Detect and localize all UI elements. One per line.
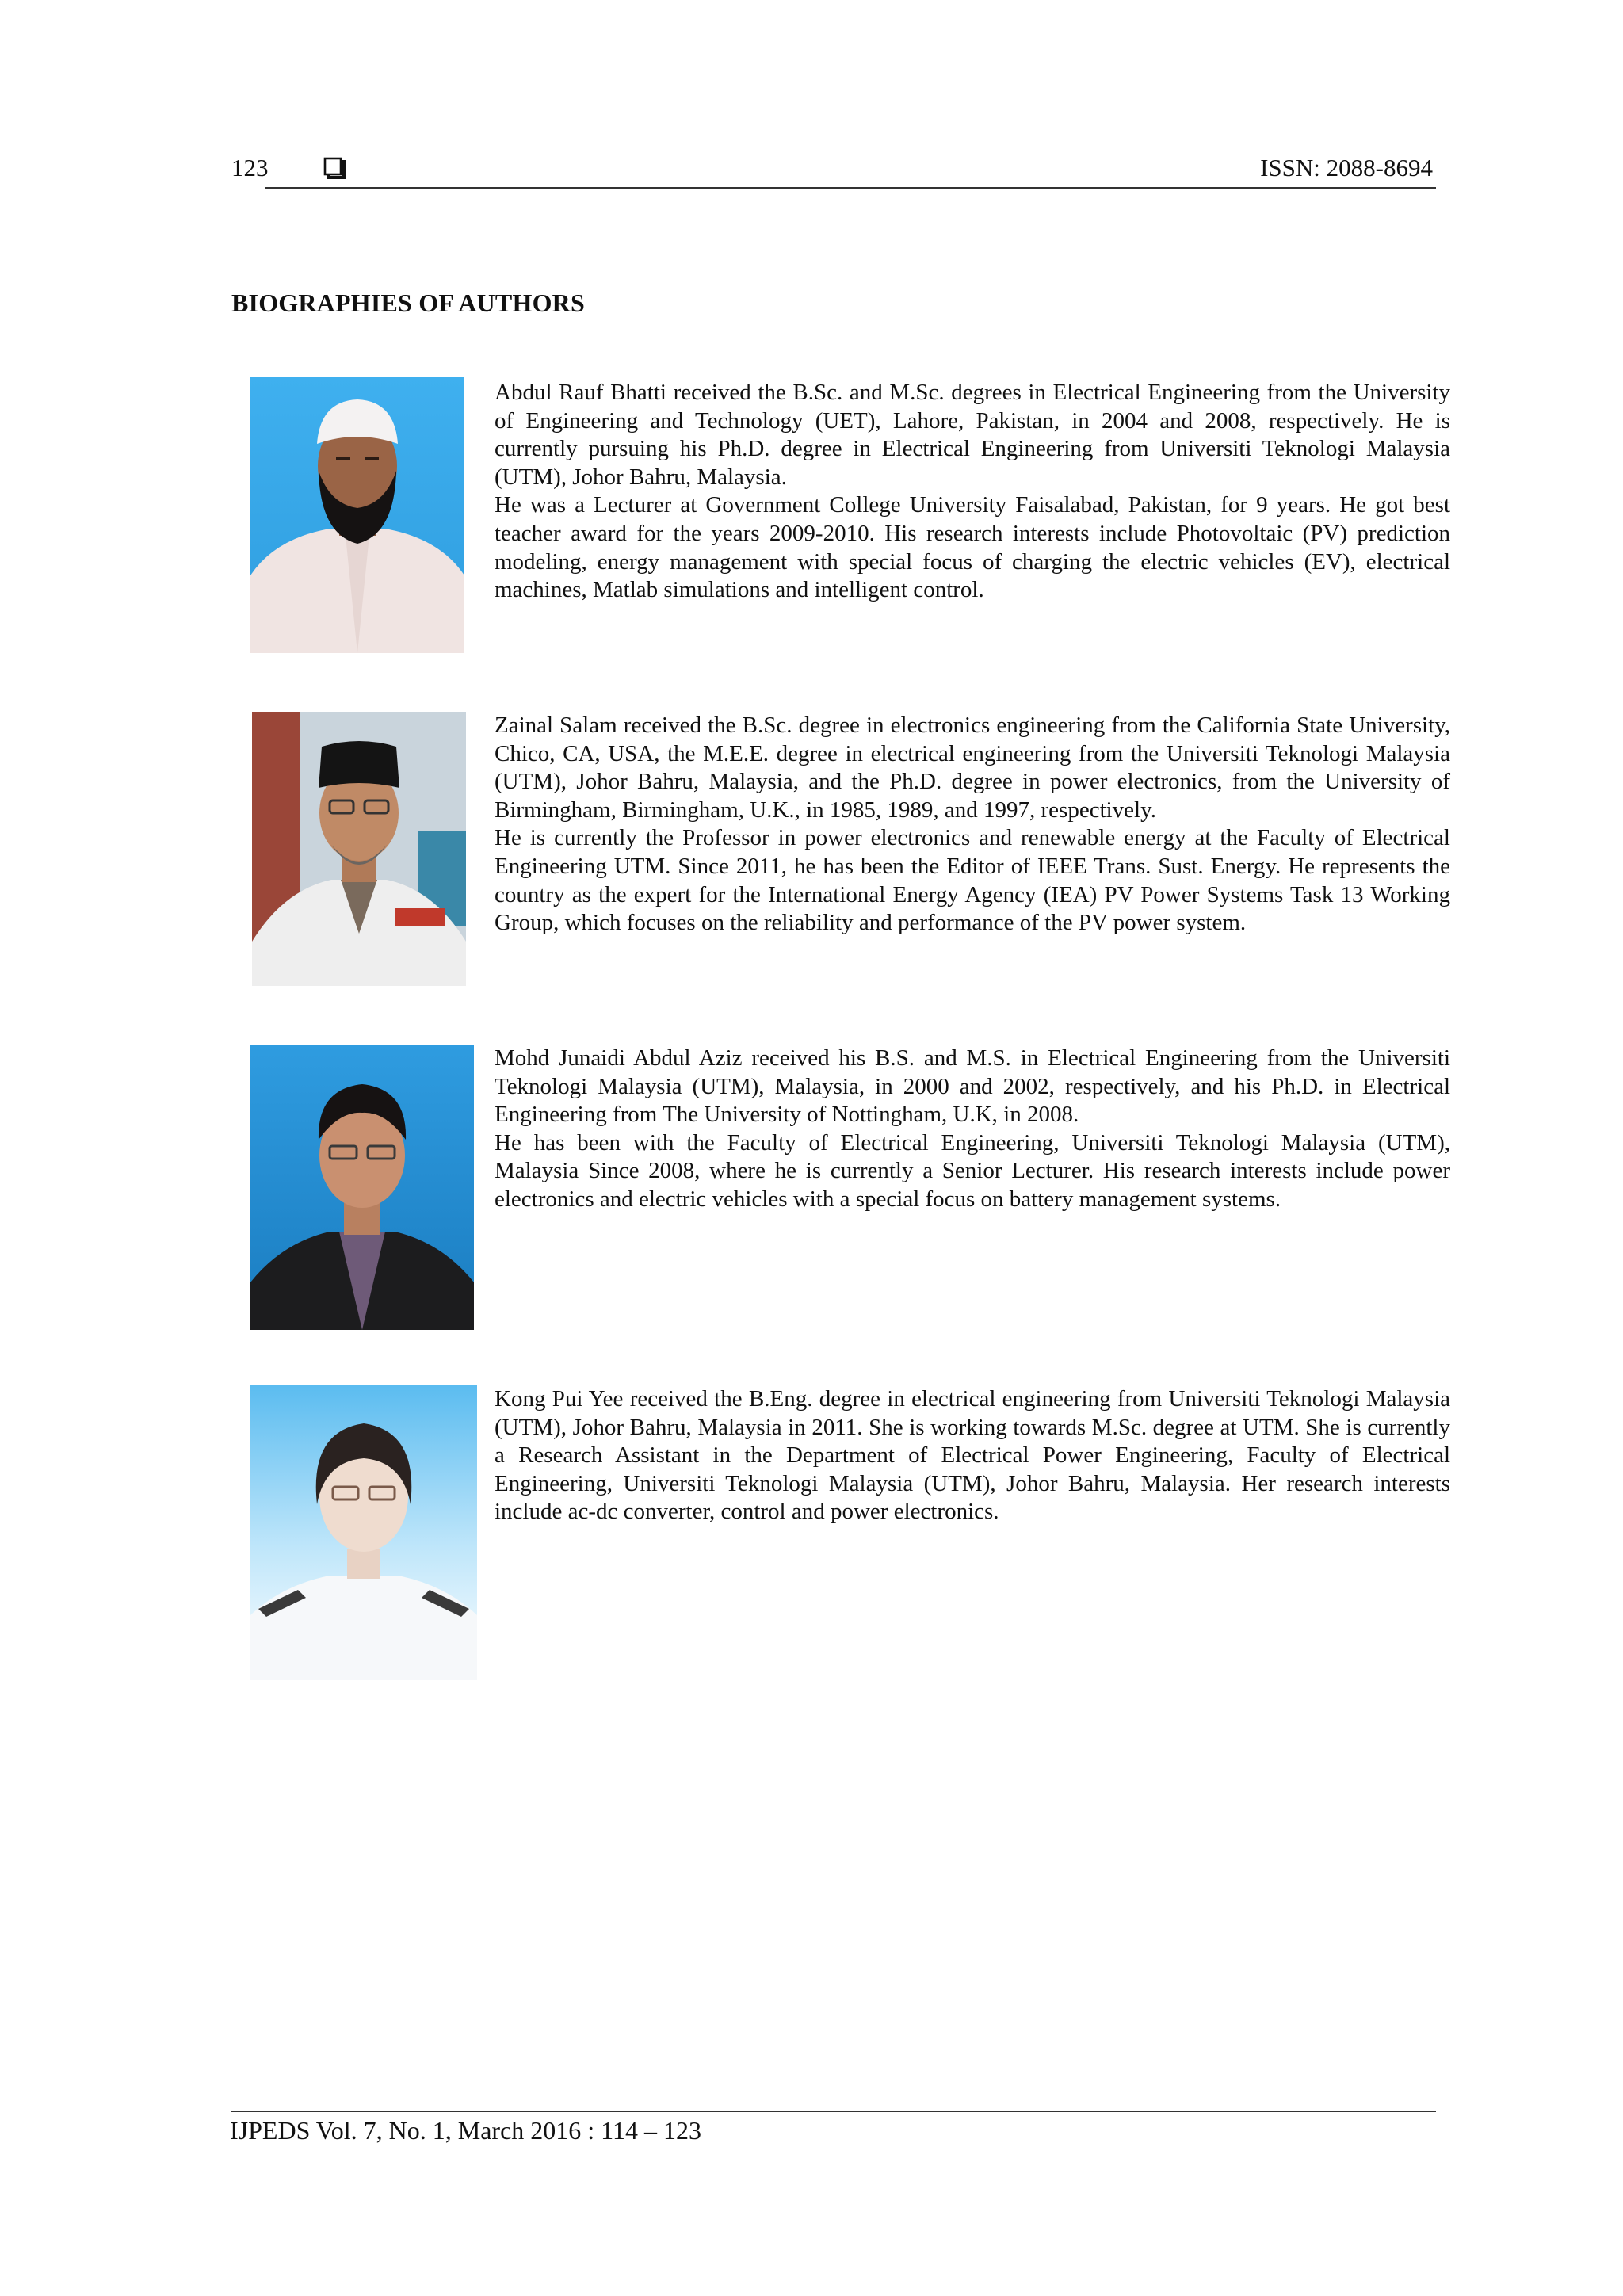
footer-rule bbox=[231, 2111, 1436, 2112]
author-bio-2 bbox=[495, 712, 1450, 938]
page-number: 123 bbox=[231, 154, 269, 181]
bio-paragraph: He is currently the Professor in power electronics and renewable energy at the Faculty of Electrical Engineering UTM. Since 2011, he has been the Editor of IEEE Trans. Sust. Energy. He represents the country as the expert for the International Energy Agency (IEA) PV Power Systems Task 13 Working Group, which focuses on the reliability and performance of the PV power system. bbox=[495, 825, 1450, 936]
bio-paragraph: Zainal Salam received the B.Sc. degree in electronics engineering from the California State University, Chico, CA, USA, the M.E.E. degree in electrical engineering from the Universiti Teknologi Malaysia (UTM), Johor Bahru, Malaysia, and the Ph.D. degree in power electronics, from the University of Birmingham, Birmingham, U.K., in 1985, 1989, and 1997, respectively. bbox=[495, 712, 1450, 823]
author-photo-4 bbox=[250, 1385, 477, 1680]
author-photo-3 bbox=[250, 1045, 474, 1330]
issn-label: ISSN: 2088-8694 bbox=[1260, 154, 1433, 181]
author-photo-1 bbox=[250, 377, 464, 653]
header-rule bbox=[265, 187, 1436, 189]
bio-paragraph: He has been with the Faculty of Electrical Engineering, Universiti Teknologi Malaysia (UTM), Malaysia Since 2008, where he is currently a Senior Lecturer. His research interests include power electronics and electric vehicles with a special focus on battery management systems. bbox=[495, 1129, 1450, 1212]
journal-citation: IJPEDS Vol. 7, No. 1, March 2016 : 114 – 123 bbox=[230, 2116, 701, 2145]
bio-paragraph: Kong Pui Yee received the B.Eng. degree in electrical engineering from Universiti Teknologi Malaysia (UTM), Johor Bahru, Malaysia in 2011. She is working towards M.Sc. degree at UTM. She is currently a Research Assistant in the Department of Electrical Power Engineering, Faculty of Electrical Engineering, Universiti Teknologi Malaysia (UTM), Johor Bahru, Malaysia. Her research interests include ac-dc converter, control and power electronics. bbox=[495, 1386, 1450, 1525]
author-bio-3 bbox=[495, 1045, 1450, 1214]
section-title: BIOGRAPHIES OF AUTHORS bbox=[231, 288, 585, 317]
running-header bbox=[231, 152, 1436, 190]
checkbox-square-icon bbox=[323, 157, 346, 179]
author-bio-4 bbox=[495, 1385, 1450, 1526]
bio-paragraph: He was a Lecturer at Government College University Faisalabad, Pakistan, for 9 years. He got best teacher award for the years 2009-2010. His research interests include Photovoltaic (PV) prediction modeling, energy management with special focus of charging the electric vehicles (EV), electrical machines, Matlab simulations and intelligent control. bbox=[495, 492, 1450, 603]
bio-paragraph: Mohd Junaidi Abdul Aziz received his B.S. and M.S. in Electrical Engineering from the Universiti Teknologi Malaysia (UTM), Malaysia, in 2000 and 2002, respectively, and his Ph.D. in Electrical Engineering from The University of Nottingham, U.K, in 2008. bbox=[495, 1045, 1450, 1128]
bio-paragraph: Abdul Rauf Bhatti received the B.Sc. and M.Sc. degrees in Electrical Engineering from the University of Engineering and Technology (UET), Lahore, Pakistan, in 2004 and 2008, respectively. He is currently pursuing his Ph.D. degree in Electrical Engineering from Universiti Teknologi Malaysia (UTM), Johor Bahru, Malaysia. bbox=[495, 380, 1450, 490]
author-photo-2 bbox=[252, 712, 466, 986]
author-bio-1 bbox=[495, 379, 1450, 605]
